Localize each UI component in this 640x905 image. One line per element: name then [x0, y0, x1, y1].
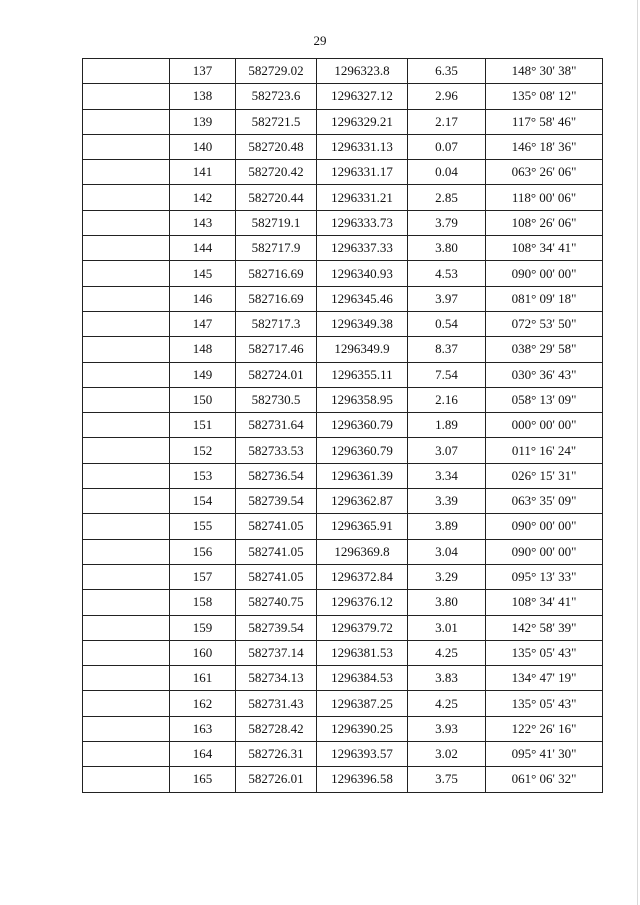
table-cell: 1296360.79: [317, 438, 408, 463]
table-cell: 141: [170, 160, 236, 185]
table-cell: 3.39: [408, 489, 486, 514]
table-cell: 582733.53: [236, 438, 317, 463]
table-cell: 164: [170, 742, 236, 767]
table-cell: 582731.43: [236, 691, 317, 716]
table-cell: 582717.3: [236, 311, 317, 336]
table-row: [83, 514, 603, 539]
table-row: [83, 615, 603, 640]
table-row: [83, 286, 603, 311]
table-cell: [83, 362, 170, 387]
table-cell: [83, 286, 170, 311]
table-cell: 3.97: [408, 286, 486, 311]
table-cell: 582741.05: [236, 539, 317, 564]
table-cell: 154: [170, 489, 236, 514]
table-cell: 1296329.21: [317, 109, 408, 134]
table-cell: [83, 640, 170, 665]
table-cell: 030° 36' 43": [486, 362, 603, 387]
table-cell: 582741.05: [236, 564, 317, 589]
table-cell: 138: [170, 84, 236, 109]
table-cell: 139: [170, 109, 236, 134]
table-cell: 1296387.25: [317, 691, 408, 716]
table-cell: [83, 489, 170, 514]
table-cell: 0.54: [408, 311, 486, 336]
table-cell: 3.75: [408, 767, 486, 792]
table-row: [83, 691, 603, 716]
table-cell: 095° 13' 33": [486, 564, 603, 589]
table-cell: 137: [170, 59, 236, 84]
table-cell: 144: [170, 236, 236, 261]
table-cell: 582726.01: [236, 767, 317, 792]
table-cell: 582720.44: [236, 185, 317, 210]
table-cell: 1296327.12: [317, 84, 408, 109]
table-row: [83, 716, 603, 741]
table-cell: 135° 08' 12": [486, 84, 603, 109]
table-cell: 582721.5: [236, 109, 317, 134]
table-cell: 8.37: [408, 337, 486, 362]
table-row: [83, 640, 603, 665]
table-row: [83, 337, 603, 362]
coordinates-table-body: [83, 59, 603, 793]
table-cell: 122° 26' 16": [486, 716, 603, 741]
table-row: [83, 210, 603, 235]
table-row: [83, 109, 603, 134]
table-cell: 582720.48: [236, 134, 317, 159]
table-cell: [83, 438, 170, 463]
table-row: [83, 185, 603, 210]
table-cell: 072° 53' 50": [486, 311, 603, 336]
table-cell: 6.35: [408, 59, 486, 84]
coordinates-table: [82, 58, 603, 793]
table-cell: 3.83: [408, 666, 486, 691]
table-cell: 1296372.84: [317, 564, 408, 589]
table-cell: 1296340.93: [317, 261, 408, 286]
table-cell: 146: [170, 286, 236, 311]
table-cell: [83, 84, 170, 109]
table-row: [83, 489, 603, 514]
table-cell: 158: [170, 590, 236, 615]
table-cell: 090° 00' 00": [486, 514, 603, 539]
table-cell: 140: [170, 134, 236, 159]
table-cell: 095° 41' 30": [486, 742, 603, 767]
page-number: 29: [313, 33, 327, 48]
table-row: [83, 236, 603, 261]
table-cell: 108° 34' 41": [486, 590, 603, 615]
table-cell: 148° 30' 38": [486, 59, 603, 84]
table-cell: [83, 590, 170, 615]
table-row: [83, 387, 603, 412]
table-cell: 582717.46: [236, 337, 317, 362]
table-cell: 3.07: [408, 438, 486, 463]
table-cell: 146° 18' 36": [486, 134, 603, 159]
table-cell: 582723.6: [236, 84, 317, 109]
table-cell: 1296349.38: [317, 311, 408, 336]
table-cell: 1296331.13: [317, 134, 408, 159]
table-cell: 3.80: [408, 590, 486, 615]
table-cell: [83, 337, 170, 362]
table-cell: 1296331.17: [317, 160, 408, 185]
table-cell: 2.96: [408, 84, 486, 109]
table-cell: [83, 666, 170, 691]
table-cell: 4.25: [408, 640, 486, 665]
table-cell: [83, 716, 170, 741]
table-cell: 1296333.73: [317, 210, 408, 235]
table-cell: 142° 58' 39": [486, 615, 603, 640]
table-cell: 0.04: [408, 160, 486, 185]
table-cell: 7.54: [408, 362, 486, 387]
table-row: [83, 438, 603, 463]
table-cell: [83, 261, 170, 286]
table-cell: 582734.13: [236, 666, 317, 691]
table-cell: 090° 00' 00": [486, 261, 603, 286]
table-cell: 108° 34' 41": [486, 236, 603, 261]
table-cell: 081° 09' 18": [486, 286, 603, 311]
table-cell: 134° 47' 19": [486, 666, 603, 691]
table-cell: 1.89: [408, 413, 486, 438]
table-cell: 0.07: [408, 134, 486, 159]
table-row: [83, 84, 603, 109]
table-cell: 1296369.8: [317, 539, 408, 564]
table-cell: 1296355.11: [317, 362, 408, 387]
table-row: [83, 539, 603, 564]
table-cell: 582716.69: [236, 286, 317, 311]
table-row: [83, 261, 603, 286]
table-row: [83, 564, 603, 589]
table-cell: 3.79: [408, 210, 486, 235]
table-cell: 582724.01: [236, 362, 317, 387]
table-cell: 582739.54: [236, 615, 317, 640]
table-cell: 160: [170, 640, 236, 665]
table-cell: [83, 185, 170, 210]
table-cell: 3.29: [408, 564, 486, 589]
table-cell: 143: [170, 210, 236, 235]
table-cell: 582739.54: [236, 489, 317, 514]
table-cell: 155: [170, 514, 236, 539]
table-cell: 061° 06' 32": [486, 767, 603, 792]
table-row: [83, 767, 603, 792]
table-cell: 063° 26' 06": [486, 160, 603, 185]
table-cell: 156: [170, 539, 236, 564]
table-cell: 582737.14: [236, 640, 317, 665]
table-cell: 582731.64: [236, 413, 317, 438]
table-cell: 3.93: [408, 716, 486, 741]
table-cell: 152: [170, 438, 236, 463]
table-cell: 1296384.53: [317, 666, 408, 691]
table-row: [83, 742, 603, 767]
table-cell: 163: [170, 716, 236, 741]
table-cell: 011° 16' 24": [486, 438, 603, 463]
table-cell: 1296349.9: [317, 337, 408, 362]
table-cell: 118° 00' 06": [486, 185, 603, 210]
table-cell: 1296360.79: [317, 413, 408, 438]
table-cell: 582729.02: [236, 59, 317, 84]
table-cell: 582716.69: [236, 261, 317, 286]
table-cell: 582726.31: [236, 742, 317, 767]
table-cell: 026° 15' 31": [486, 463, 603, 488]
table-cell: 582728.42: [236, 716, 317, 741]
table-cell: [83, 463, 170, 488]
table-cell: 1296358.95: [317, 387, 408, 412]
table-cell: 038° 29' 58": [486, 337, 603, 362]
table-cell: 2.17: [408, 109, 486, 134]
table-cell: [83, 59, 170, 84]
table-row: [83, 413, 603, 438]
table-cell: 149: [170, 362, 236, 387]
table-cell: 582720.42: [236, 160, 317, 185]
table-cell: [83, 691, 170, 716]
table-cell: 582717.9: [236, 236, 317, 261]
table-row: [83, 134, 603, 159]
table-cell: 1296381.53: [317, 640, 408, 665]
table-row: [83, 590, 603, 615]
table-cell: 135° 05' 43": [486, 640, 603, 665]
table-cell: [83, 413, 170, 438]
table-row: [83, 362, 603, 387]
table-cell: 151: [170, 413, 236, 438]
table-cell: 3.34: [408, 463, 486, 488]
table-row: [83, 160, 603, 185]
table-cell: [83, 387, 170, 412]
scan-edge-line: [637, 0, 638, 905]
table-cell: 000° 00' 00": [486, 413, 603, 438]
table-cell: 3.01: [408, 615, 486, 640]
table-cell: 1296323.8: [317, 59, 408, 84]
table-cell: [83, 160, 170, 185]
table-row: [83, 666, 603, 691]
table-cell: [83, 514, 170, 539]
table-cell: 1296331.21: [317, 185, 408, 210]
table-cell: 147: [170, 311, 236, 336]
table-cell: 2.85: [408, 185, 486, 210]
table-cell: [83, 236, 170, 261]
table-cell: [83, 615, 170, 640]
table-cell: 1296365.91: [317, 514, 408, 539]
table-cell: 1296362.87: [317, 489, 408, 514]
table-cell: 1296376.12: [317, 590, 408, 615]
table-cell: [83, 109, 170, 134]
table-cell: 117° 58' 46": [486, 109, 603, 134]
table-cell: 159: [170, 615, 236, 640]
table-cell: [83, 210, 170, 235]
table-cell: 135° 05' 43": [486, 691, 603, 716]
table-cell: 165: [170, 767, 236, 792]
table-cell: 1296361.39: [317, 463, 408, 488]
table-cell: 142: [170, 185, 236, 210]
table-cell: 4.25: [408, 691, 486, 716]
table-cell: 157: [170, 564, 236, 589]
table-cell: 145: [170, 261, 236, 286]
table-row: [83, 311, 603, 336]
table-cell: 150: [170, 387, 236, 412]
table-cell: 582730.5: [236, 387, 317, 412]
table-cell: 3.89: [408, 514, 486, 539]
table-cell: 2.16: [408, 387, 486, 412]
table-cell: 108° 26' 06": [486, 210, 603, 235]
table-cell: 090° 00' 00": [486, 539, 603, 564]
table-cell: [83, 767, 170, 792]
table-cell: 058° 13' 09": [486, 387, 603, 412]
table-cell: 3.04: [408, 539, 486, 564]
table-cell: 1296396.58: [317, 767, 408, 792]
table-cell: 582740.75: [236, 590, 317, 615]
table-cell: 153: [170, 463, 236, 488]
table-cell: 582736.54: [236, 463, 317, 488]
table-cell: 3.02: [408, 742, 486, 767]
table-cell: 1296379.72: [317, 615, 408, 640]
table-cell: 3.80: [408, 236, 486, 261]
table-cell: 1296345.46: [317, 286, 408, 311]
table-cell: [83, 311, 170, 336]
table-cell: [83, 742, 170, 767]
table-cell: 582719.1: [236, 210, 317, 235]
table-cell: 4.53: [408, 261, 486, 286]
table-row: [83, 59, 603, 84]
table-cell: 063° 35' 09": [486, 489, 603, 514]
table-cell: 148: [170, 337, 236, 362]
table-cell: 1296337.33: [317, 236, 408, 261]
table-cell: 1296390.25: [317, 716, 408, 741]
table-cell: [83, 134, 170, 159]
table-cell: 161: [170, 666, 236, 691]
table-cell: [83, 564, 170, 589]
table-cell: 582741.05: [236, 514, 317, 539]
table-cell: 1296393.57: [317, 742, 408, 767]
table-cell: 162: [170, 691, 236, 716]
table-row: [83, 463, 603, 488]
table-cell: [83, 539, 170, 564]
